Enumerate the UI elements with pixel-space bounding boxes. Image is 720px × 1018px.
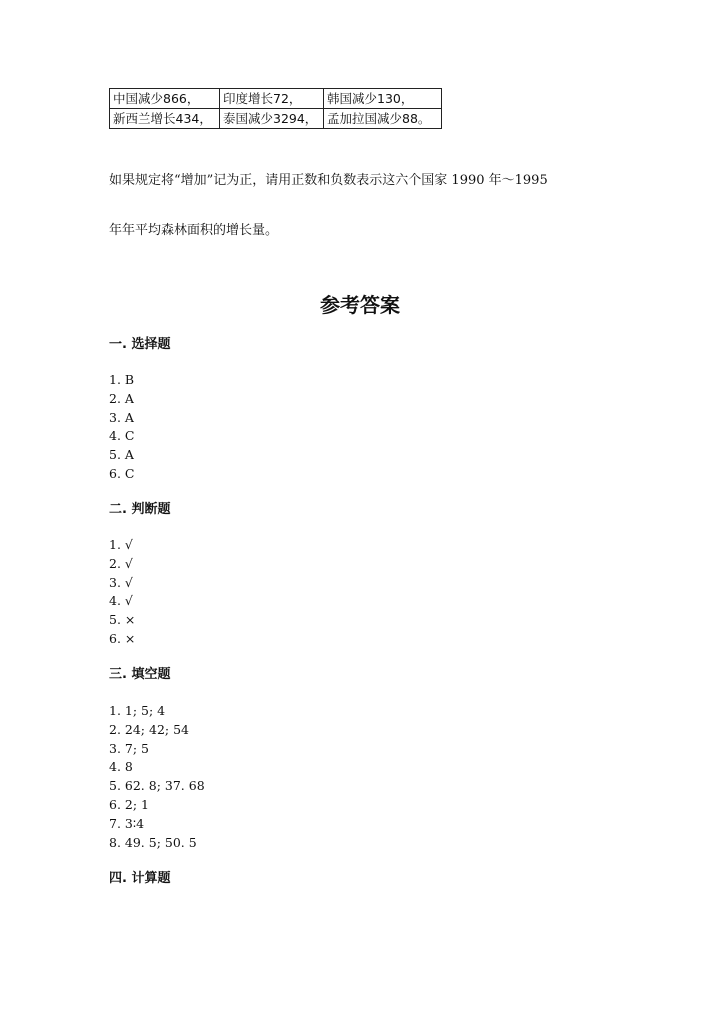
list-item: 2. A [109, 390, 134, 406]
table-cell: 中国减少866， [110, 89, 220, 109]
list-item: 5. 62. 8; 37. 68 [109, 778, 205, 794]
forest-change-table [109, 88, 442, 129]
list-item: 2. √ [109, 555, 133, 571]
list-item: 1. 1; 5; 4 [109, 703, 166, 718]
answer-list-judgment [109, 536, 135, 649]
list-item: 5. × [109, 612, 136, 628]
question-line-2: 年年平均森林面积的增长量。 [109, 223, 279, 238]
list-item: 6. C [109, 465, 135, 481]
list-item: 4. √ [109, 593, 133, 609]
list-item: 3. 7; 5 [109, 740, 149, 756]
section-heading-fill-blank: 三. 填空题 [109, 667, 171, 682]
list-item: 3. A [109, 409, 134, 425]
section-heading-judgment: 二. 判断题 [109, 502, 171, 517]
table-cell: 印度增长72， [220, 89, 324, 109]
answer-list-choice [109, 371, 134, 484]
list-item: 5. A [109, 447, 134, 463]
list-item: 3. √ [109, 574, 133, 590]
list-item: 2. 24; 42; 54 [109, 721, 189, 737]
table-cell: 新西兰增长434， [110, 109, 220, 129]
question-line-1: 如果规定将“增加”记为正，请用正数和负数表示这六个国家 1990 年～1995 [109, 173, 548, 188]
list-item: 4. 8 [109, 759, 133, 775]
table-cell: 韩国减少130， [324, 89, 442, 109]
answer-list-fill-blank [109, 702, 205, 852]
list-item: 6. 2; 1 [109, 796, 149, 812]
list-item: 8. 49. 5; 50. 5 [109, 834, 197, 850]
list-item: 4. C [109, 428, 135, 444]
table-row [110, 109, 442, 129]
answers-title: 参考答案 [320, 293, 400, 317]
list-item: 7. 3∶4 [109, 815, 145, 831]
section-heading-choice: 一. 选择题 [109, 337, 171, 352]
table-row [110, 89, 442, 109]
table-cell: 孟加拉国减少88。 [324, 109, 442, 129]
list-item: 1. √ [109, 537, 133, 552]
list-item: 6. × [109, 630, 136, 646]
list-item: 1. B [109, 372, 135, 387]
section-heading-calculation: 四. 计算题 [109, 871, 171, 886]
table-cell: 泰国减少3294， [220, 109, 324, 129]
